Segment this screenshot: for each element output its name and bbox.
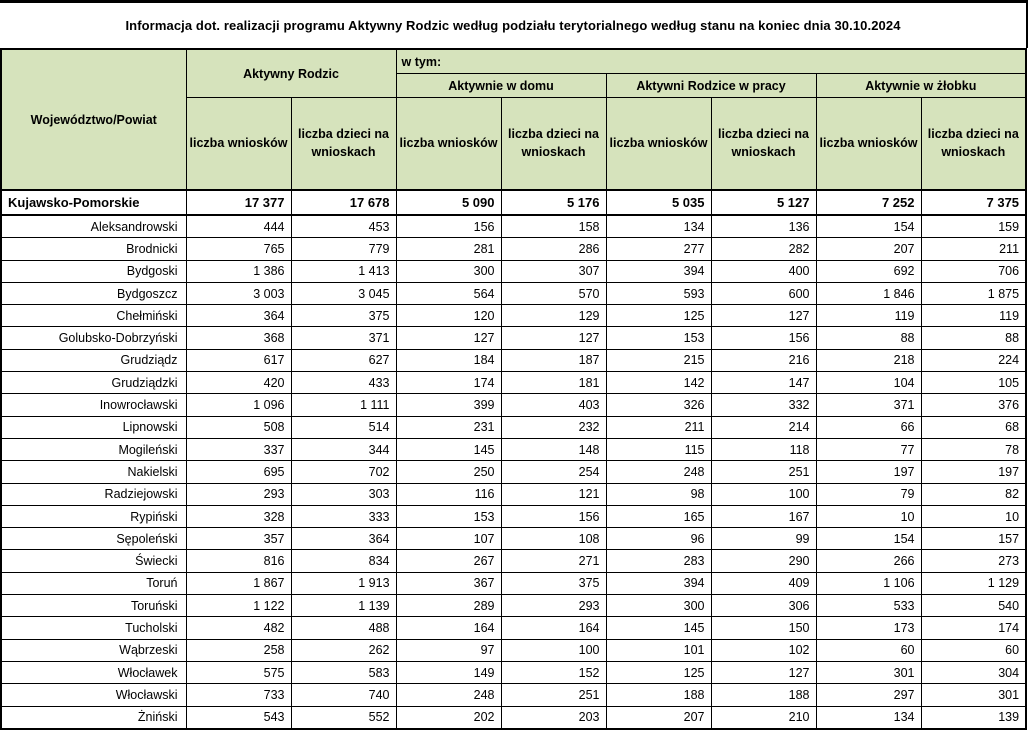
value-cell: 564 xyxy=(396,282,501,304)
value-cell: 152 xyxy=(501,661,606,683)
value-cell: 156 xyxy=(501,505,606,527)
value-cell: 156 xyxy=(711,327,816,349)
value-cell: 210 xyxy=(711,706,816,729)
table-row xyxy=(1,305,1026,327)
value-cell: 120 xyxy=(396,305,501,327)
value-cell: 692 xyxy=(816,260,921,282)
table-row xyxy=(1,483,1026,505)
voivodeship-name: Kujawsko-Pomorskie xyxy=(1,190,186,215)
value-cell: 159 xyxy=(921,215,1026,238)
value-cell: 286 xyxy=(501,238,606,260)
value-cell: 97 xyxy=(396,639,501,661)
powiat-name: Włocławek xyxy=(1,661,186,683)
value-cell: 158 xyxy=(501,215,606,238)
value-cell: 262 xyxy=(291,639,396,661)
value-cell: 197 xyxy=(921,461,1026,483)
value-cell: 108 xyxy=(501,528,606,550)
value-cell: 248 xyxy=(606,461,711,483)
value-cell: 433 xyxy=(291,372,396,394)
value-cell: 207 xyxy=(606,706,711,729)
value-cell: 297 xyxy=(816,684,921,706)
value-cell: 376 xyxy=(921,394,1026,416)
value-cell: 119 xyxy=(921,305,1026,327)
value-cell: 344 xyxy=(291,438,396,460)
value-cell: 403 xyxy=(501,394,606,416)
table-row xyxy=(1,617,1026,639)
value-cell: 5 090 xyxy=(396,190,501,215)
value-cell: 174 xyxy=(921,617,1026,639)
table-row xyxy=(1,461,1026,483)
value-cell: 293 xyxy=(501,595,606,617)
value-cell: 508 xyxy=(186,416,291,438)
powiat-name: Żniński xyxy=(1,706,186,729)
value-cell: 283 xyxy=(606,550,711,572)
value-cell: 100 xyxy=(711,483,816,505)
value-cell: 145 xyxy=(396,438,501,460)
powiat-name: Brodnicki xyxy=(1,238,186,260)
value-cell: 218 xyxy=(816,349,921,371)
value-cell: 627 xyxy=(291,349,396,371)
value-cell: 409 xyxy=(711,572,816,594)
value-cell: 1 867 xyxy=(186,572,291,594)
value-cell: 1 106 xyxy=(816,572,921,594)
value-cell: 136 xyxy=(711,215,816,238)
value-cell: 202 xyxy=(396,706,501,729)
value-cell: 357 xyxy=(186,528,291,550)
value-cell: 101 xyxy=(606,639,711,661)
value-cell: 105 xyxy=(921,372,1026,394)
value-cell: 98 xyxy=(606,483,711,505)
value-cell: 96 xyxy=(606,528,711,550)
value-cell: 157 xyxy=(921,528,1026,550)
powiat-name: Tucholski xyxy=(1,617,186,639)
value-cell: 5 127 xyxy=(711,190,816,215)
value-cell: 834 xyxy=(291,550,396,572)
value-cell: 134 xyxy=(606,215,711,238)
value-cell: 371 xyxy=(816,394,921,416)
subheader-liczba-wnioskow: liczba wniosków xyxy=(816,98,921,191)
table-body xyxy=(1,190,1026,729)
table-row xyxy=(1,260,1026,282)
value-cell: 254 xyxy=(501,461,606,483)
value-cell: 7 375 xyxy=(921,190,1026,215)
value-cell: 399 xyxy=(396,394,501,416)
value-cell: 1 846 xyxy=(816,282,921,304)
table-row xyxy=(1,416,1026,438)
powiat-name: Nakielski xyxy=(1,461,186,483)
value-cell: 301 xyxy=(921,684,1026,706)
value-cell: 332 xyxy=(711,394,816,416)
value-cell: 5 035 xyxy=(606,190,711,215)
value-cell: 570 xyxy=(501,282,606,304)
value-cell: 78 xyxy=(921,438,1026,460)
value-cell: 121 xyxy=(501,483,606,505)
value-cell: 10 xyxy=(921,505,1026,527)
value-cell: 364 xyxy=(291,528,396,550)
value-cell: 304 xyxy=(921,661,1026,683)
value-cell: 300 xyxy=(606,595,711,617)
value-cell: 231 xyxy=(396,416,501,438)
value-cell: 173 xyxy=(816,617,921,639)
subheader-liczba-wnioskow: liczba wniosków xyxy=(396,98,501,191)
powiat-name: Sępoleński xyxy=(1,528,186,550)
powiat-name: Inowrocławski xyxy=(1,394,186,416)
value-cell: 740 xyxy=(291,684,396,706)
powiat-name: Toruński xyxy=(1,595,186,617)
value-cell: 251 xyxy=(711,461,816,483)
subheader-liczba-wnioskow: liczba wniosków xyxy=(186,98,291,191)
value-cell: 127 xyxy=(711,661,816,683)
table-row xyxy=(1,684,1026,706)
value-cell: 267 xyxy=(396,550,501,572)
value-cell: 540 xyxy=(921,595,1026,617)
value-cell: 1 913 xyxy=(291,572,396,594)
table-row xyxy=(1,394,1026,416)
value-cell: 593 xyxy=(606,282,711,304)
value-cell: 214 xyxy=(711,416,816,438)
value-cell: 1 139 xyxy=(291,595,396,617)
value-cell: 102 xyxy=(711,639,816,661)
table-row xyxy=(1,372,1026,394)
value-cell: 281 xyxy=(396,238,501,260)
value-cell: 232 xyxy=(501,416,606,438)
table-row xyxy=(1,438,1026,460)
value-cell: 303 xyxy=(291,483,396,505)
value-cell: 66 xyxy=(816,416,921,438)
value-cell: 142 xyxy=(606,372,711,394)
value-cell: 211 xyxy=(921,238,1026,260)
value-cell: 337 xyxy=(186,438,291,460)
column-group-aktywni-rodzice-w-pracy: Aktywni Rodzice w pracy xyxy=(606,74,816,98)
value-cell: 167 xyxy=(711,505,816,527)
table-row xyxy=(1,238,1026,260)
value-cell: 17 377 xyxy=(186,190,291,215)
value-cell: 375 xyxy=(501,572,606,594)
value-cell: 271 xyxy=(501,550,606,572)
value-cell: 482 xyxy=(186,617,291,639)
column-group-aktywnie-w-domu: Aktywnie w domu xyxy=(396,74,606,98)
value-cell: 153 xyxy=(606,327,711,349)
value-cell: 154 xyxy=(816,215,921,238)
value-cell: 1 122 xyxy=(186,595,291,617)
value-cell: 277 xyxy=(606,238,711,260)
value-cell: 174 xyxy=(396,372,501,394)
value-cell: 116 xyxy=(396,483,501,505)
value-cell: 203 xyxy=(501,706,606,729)
value-cell: 251 xyxy=(501,684,606,706)
value-cell: 119 xyxy=(816,305,921,327)
subheader-liczba-dzieci: liczba dzieci na wnioskach xyxy=(921,98,1026,191)
powiat-name: Grudziądz xyxy=(1,349,186,371)
value-cell: 375 xyxy=(291,305,396,327)
value-cell: 79 xyxy=(816,483,921,505)
value-cell: 197 xyxy=(816,461,921,483)
value-cell: 165 xyxy=(606,505,711,527)
report-title: Informacja dot. realizacji programu Aktywny Rodzic według podziału terytorialnego według stanu na koniec dnia 30.10.2024 xyxy=(0,0,1028,48)
value-cell: 248 xyxy=(396,684,501,706)
value-cell: 134 xyxy=(816,706,921,729)
value-cell: 88 xyxy=(816,327,921,349)
value-cell: 400 xyxy=(711,260,816,282)
value-cell: 816 xyxy=(186,550,291,572)
table-row xyxy=(1,550,1026,572)
value-cell: 733 xyxy=(186,684,291,706)
value-cell: 765 xyxy=(186,238,291,260)
value-cell: 149 xyxy=(396,661,501,683)
value-cell: 333 xyxy=(291,505,396,527)
value-cell: 77 xyxy=(816,438,921,460)
value-cell: 127 xyxy=(501,327,606,349)
column-group-aktywnie-w-zlobku: Aktywnie w żłobku xyxy=(816,74,1026,98)
value-cell: 543 xyxy=(186,706,291,729)
value-cell: 394 xyxy=(606,572,711,594)
value-cell: 224 xyxy=(921,349,1026,371)
table-row xyxy=(1,661,1026,683)
value-cell: 127 xyxy=(711,305,816,327)
value-cell: 1 413 xyxy=(291,260,396,282)
value-cell: 100 xyxy=(501,639,606,661)
value-cell: 533 xyxy=(816,595,921,617)
value-cell: 216 xyxy=(711,349,816,371)
value-cell: 1 875 xyxy=(921,282,1026,304)
powiat-name: Aleksandrowski xyxy=(1,215,186,238)
value-cell: 215 xyxy=(606,349,711,371)
value-cell: 153 xyxy=(396,505,501,527)
powiat-name: Wąbrzeski xyxy=(1,639,186,661)
value-cell: 145 xyxy=(606,617,711,639)
value-cell: 5 176 xyxy=(501,190,606,215)
value-cell: 125 xyxy=(606,305,711,327)
value-cell: 1 129 xyxy=(921,572,1026,594)
value-cell: 147 xyxy=(711,372,816,394)
value-cell: 188 xyxy=(606,684,711,706)
value-cell: 368 xyxy=(186,327,291,349)
value-cell: 10 xyxy=(816,505,921,527)
table-row xyxy=(1,282,1026,304)
value-cell: 695 xyxy=(186,461,291,483)
powiat-name: Włocławski xyxy=(1,684,186,706)
value-cell: 115 xyxy=(606,438,711,460)
table-row xyxy=(1,639,1026,661)
value-cell: 307 xyxy=(501,260,606,282)
value-cell: 301 xyxy=(816,661,921,683)
column-group-w-tym: w tym: xyxy=(396,49,1026,74)
value-cell: 17 678 xyxy=(291,190,396,215)
column-header-wojewodztwo-powiat: Województwo/Powiat xyxy=(1,49,186,190)
value-cell: 779 xyxy=(291,238,396,260)
table-header xyxy=(1,49,1026,190)
value-cell: 420 xyxy=(186,372,291,394)
value-cell: 290 xyxy=(711,550,816,572)
value-cell: 207 xyxy=(816,238,921,260)
value-cell: 99 xyxy=(711,528,816,550)
value-cell: 60 xyxy=(921,639,1026,661)
subheader-liczba-dzieci: liczba dzieci na wnioskach xyxy=(711,98,816,191)
value-cell: 148 xyxy=(501,438,606,460)
powiat-name: Bydgoszcz xyxy=(1,282,186,304)
subheader-liczba-wnioskow: liczba wniosków xyxy=(606,98,711,191)
table-row xyxy=(1,706,1026,729)
value-cell: 364 xyxy=(186,305,291,327)
powiat-name: Golubsko-Dobrzyński xyxy=(1,327,186,349)
value-cell: 300 xyxy=(396,260,501,282)
table-row xyxy=(1,572,1026,594)
value-cell: 514 xyxy=(291,416,396,438)
subheader-liczba-dzieci: liczba dzieci na wnioskach xyxy=(291,98,396,191)
value-cell: 104 xyxy=(816,372,921,394)
table-row xyxy=(1,327,1026,349)
value-cell: 164 xyxy=(396,617,501,639)
column-group-aktywny-rodzic: Aktywny Rodzic xyxy=(186,49,396,98)
value-cell: 289 xyxy=(396,595,501,617)
table-row xyxy=(1,349,1026,371)
powiat-name: Rypiński xyxy=(1,505,186,527)
table-row xyxy=(1,505,1026,527)
value-cell: 107 xyxy=(396,528,501,550)
value-cell: 60 xyxy=(816,639,921,661)
value-cell: 453 xyxy=(291,215,396,238)
value-cell: 164 xyxy=(501,617,606,639)
powiat-name: Mogileński xyxy=(1,438,186,460)
value-cell: 293 xyxy=(186,483,291,505)
value-cell: 394 xyxy=(606,260,711,282)
table-row xyxy=(1,215,1026,238)
value-cell: 184 xyxy=(396,349,501,371)
value-cell: 250 xyxy=(396,461,501,483)
powiat-name: Chełmiński xyxy=(1,305,186,327)
value-cell: 326 xyxy=(606,394,711,416)
value-cell: 1 096 xyxy=(186,394,291,416)
value-cell: 488 xyxy=(291,617,396,639)
value-cell: 139 xyxy=(921,706,1026,729)
value-cell: 7 252 xyxy=(816,190,921,215)
value-cell: 156 xyxy=(396,215,501,238)
value-cell: 617 xyxy=(186,349,291,371)
value-cell: 575 xyxy=(186,661,291,683)
summary-row-kujawsko-pomorskie xyxy=(1,190,1026,215)
value-cell: 68 xyxy=(921,416,1026,438)
powiat-name: Bydgoski xyxy=(1,260,186,282)
value-cell: 150 xyxy=(711,617,816,639)
value-cell: 211 xyxy=(606,416,711,438)
powiat-name: Radziejowski xyxy=(1,483,186,505)
powiat-name: Świecki xyxy=(1,550,186,572)
value-cell: 127 xyxy=(396,327,501,349)
value-cell: 583 xyxy=(291,661,396,683)
value-cell: 154 xyxy=(816,528,921,550)
value-cell: 258 xyxy=(186,639,291,661)
value-cell: 118 xyxy=(711,438,816,460)
value-cell: 702 xyxy=(291,461,396,483)
value-cell: 125 xyxy=(606,661,711,683)
value-cell: 306 xyxy=(711,595,816,617)
value-cell: 444 xyxy=(186,215,291,238)
value-cell: 88 xyxy=(921,327,1026,349)
subheader-liczba-dzieci: liczba dzieci na wnioskach xyxy=(501,98,606,191)
territorial-report-table xyxy=(0,48,1027,730)
table-row xyxy=(1,528,1026,550)
value-cell: 1 386 xyxy=(186,260,291,282)
table-row xyxy=(1,595,1026,617)
value-cell: 129 xyxy=(501,305,606,327)
value-cell: 600 xyxy=(711,282,816,304)
value-cell: 187 xyxy=(501,349,606,371)
powiat-name: Lipnowski xyxy=(1,416,186,438)
value-cell: 328 xyxy=(186,505,291,527)
value-cell: 706 xyxy=(921,260,1026,282)
value-cell: 188 xyxy=(711,684,816,706)
value-cell: 181 xyxy=(501,372,606,394)
value-cell: 3 003 xyxy=(186,282,291,304)
value-cell: 3 045 xyxy=(291,282,396,304)
powiat-name: Grudziądzki xyxy=(1,372,186,394)
value-cell: 1 111 xyxy=(291,394,396,416)
value-cell: 282 xyxy=(711,238,816,260)
value-cell: 82 xyxy=(921,483,1026,505)
powiat-name: Toruń xyxy=(1,572,186,594)
value-cell: 266 xyxy=(816,550,921,572)
value-cell: 371 xyxy=(291,327,396,349)
value-cell: 273 xyxy=(921,550,1026,572)
value-cell: 367 xyxy=(396,572,501,594)
value-cell: 552 xyxy=(291,706,396,729)
